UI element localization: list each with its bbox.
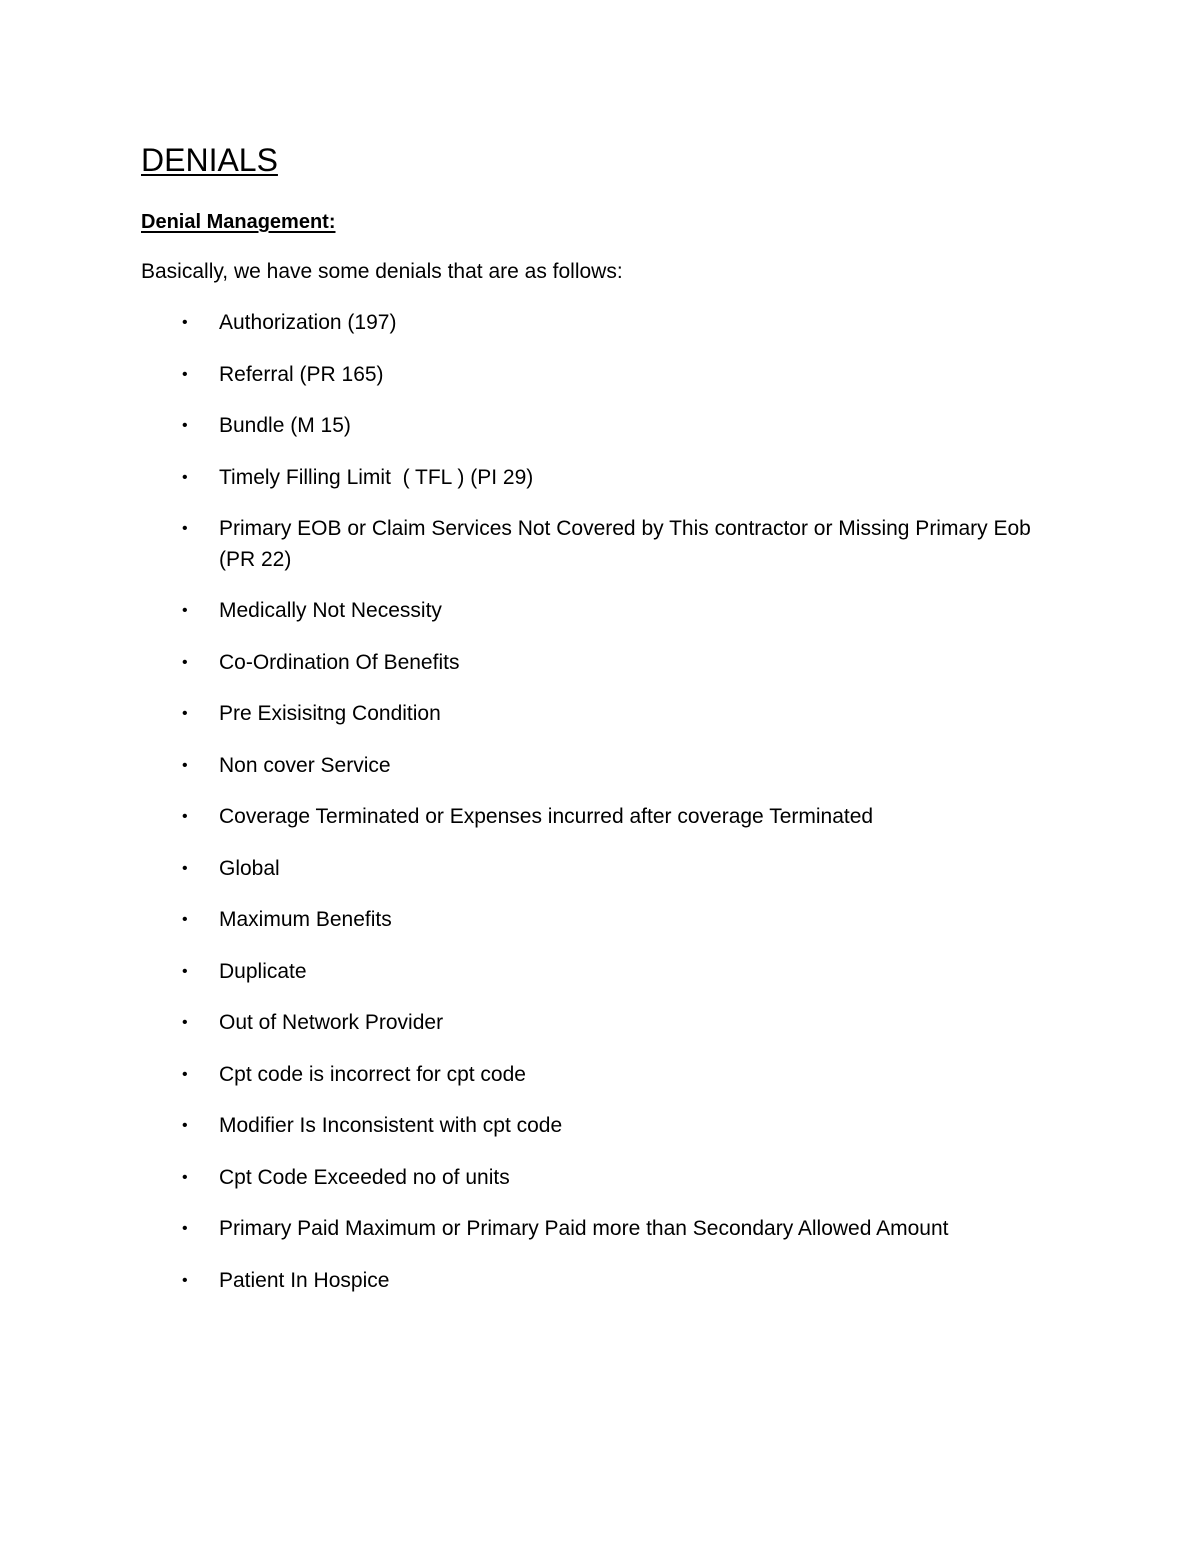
denial-item-text: Patient In Hospice [219,1268,390,1292]
denial-item [0,1163,1200,1194]
denial-item-text: Non cover Service [219,753,391,777]
bullet-icon: • [182,1065,188,1083]
denial-item [0,360,1200,391]
bullet-icon: • [182,1271,188,1289]
denial-item-text: Global [219,856,280,880]
denial-item [0,905,1200,936]
bullet-icon: • [182,1220,188,1237]
denial-item-text: Coverage Terminated or Expenses incurred after coverage Terminated [219,805,874,828]
bullet-icon: • [182,314,188,331]
bullet-icon: • [182,653,188,671]
bullet-icon: • [182,1014,188,1031]
denial-item [0,596,1200,627]
denial-item-text: Medically Not Necessity [219,599,442,622]
denial-item-text: Maximum Benefits [219,908,392,931]
denial-item-text: Timely Filling Limit ( TFL ) (PI 29) [219,465,534,489]
bullet-icon: • [182,911,188,928]
denial-item [0,751,1200,782]
denial-item [0,1214,1200,1245]
bullet-icon: • [182,808,188,825]
bullet-icon: • [182,859,188,877]
document-title: DENIALS [141,142,278,178]
denial-item [0,463,1200,494]
bullet-icon: • [182,705,188,722]
intro-paragraph: Basically, we have some denials that are as follows: [141,260,623,283]
denial-item [0,648,1200,679]
denial-item-text: Modifier Is Inconsistent with cpt code [219,1114,563,1137]
bullet-icon: • [182,1168,188,1186]
denial-item [0,1266,1200,1297]
denial-item-text: Out of Network Provider [219,1011,444,1034]
bullet-icon: • [182,520,188,537]
denial-item-text: Referral (PR 165) [219,362,384,386]
denial-item [0,1008,1200,1039]
bullet-icon: • [182,365,188,383]
section-heading: Denial Management: [141,211,336,233]
denial-item-text: Bundle (M 15) [219,414,351,437]
denial-item [0,1060,1200,1091]
bullet-icon: • [182,417,188,434]
denial-item [0,308,1200,339]
denial-item [0,1111,1200,1142]
denial-list [0,308,1200,1317]
bullet-icon: • [182,1117,188,1134]
denial-item [0,699,1200,730]
denial-item-text: Authorization (197) [219,311,397,334]
bullet-icon: • [182,962,188,980]
denial-item [0,802,1200,833]
bullet-icon: • [182,756,188,774]
denial-item [0,514,1200,575]
denial-item-text: Duplicate [219,959,307,983]
denial-item [0,854,1200,885]
denial-item-text: Cpt Code Exceeded no of units [219,1165,510,1189]
denial-item-text: Primary Paid Maximum or Primary Paid more than Secondary Allowed Amount [219,1217,949,1240]
bullet-icon: • [182,468,188,486]
denial-item-text: Co-Ordination Of Benefits [219,650,460,674]
bullet-icon: • [182,602,188,619]
denial-item [0,957,1200,988]
denial-item-text: Pre Exisisitng Condition [219,702,441,725]
denial-item-text: Primary EOB or Claim Services Not Covered by This contractor or Missing Primary Eob (PR 22) [219,517,1031,571]
denial-item [0,411,1200,442]
denial-item-text: Cpt code is incorrect for cpt code [219,1062,526,1086]
